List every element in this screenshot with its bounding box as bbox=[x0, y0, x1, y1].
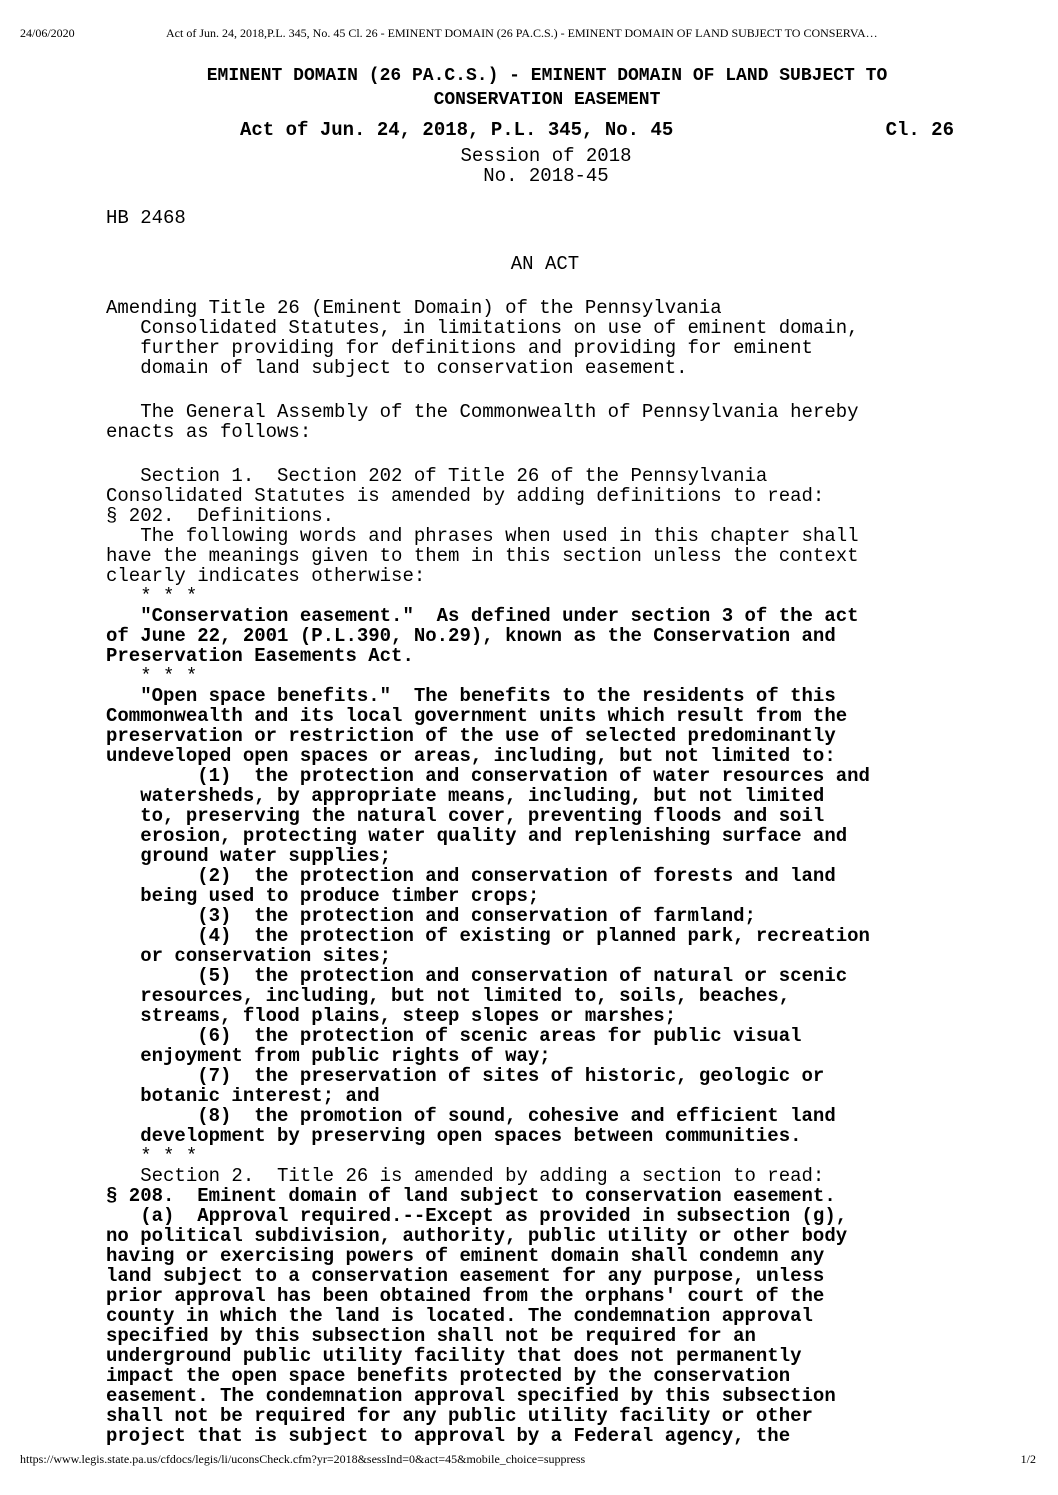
section-line: * * * bbox=[106, 585, 198, 607]
section-line: erosion, protecting water quality and replenishing surface and bbox=[106, 825, 848, 847]
act-citation bbox=[106, 114, 966, 146]
section-line: of June 22, 2001 (P.L.390, No.29), known as the Conservation and bbox=[106, 625, 836, 647]
section-line: * * * bbox=[106, 1145, 198, 1167]
section-line: ground water supplies; bbox=[106, 845, 392, 867]
section-line: clearly indicates otherwise: bbox=[106, 565, 426, 587]
section-line: (5) the protection and conservation of natural or scenic bbox=[106, 965, 848, 987]
print-header bbox=[20, 26, 1038, 44]
section-line: having or exercising powers of eminent domain shall condemn any bbox=[106, 1245, 825, 1267]
act-class: Cl. 26 bbox=[885, 119, 954, 141]
section-line: preservation or restriction of the use of selected predominantly bbox=[106, 725, 836, 747]
print-url: https://www.legis.state.pa.us/cfdocs/legis/li/uconsCheck.cfm?yr=2018&sessInd=0&act=45&mobile_choice=suppress bbox=[20, 1452, 586, 1466]
preamble-line: Amending Title 26 (Eminent Domain) of the Pennsylvania bbox=[106, 297, 722, 319]
section-line: Commonwealth and its local government units which result from the bbox=[106, 705, 848, 727]
section-line: shall not be required for any public utility facility or other bbox=[106, 1405, 813, 1427]
section-line: (6) the protection of scenic areas for public visual bbox=[106, 1025, 802, 1047]
enacting-clause-line: The General Assembly of the Commonwealth of Pennsylvania hereby bbox=[106, 401, 859, 423]
section-line: (a) Approval required.--Except as provided in subsection (g), bbox=[106, 1205, 848, 1227]
act-sections bbox=[106, 466, 966, 1446]
section-line: Consolidated Statutes is amended by adding definitions to read: bbox=[106, 485, 825, 507]
print-footer bbox=[20, 1452, 1036, 1470]
section-line: being used to produce timber crops; bbox=[106, 885, 540, 907]
section-line: Section 1. Section 202 of Title 26 of the Pennsylvania bbox=[106, 465, 768, 487]
an-act-heading: AN ACT bbox=[510, 253, 580, 275]
print-date: 24/06/2020 bbox=[20, 26, 75, 40]
section-line: no political subdivision, authority, public utility or other body bbox=[106, 1225, 848, 1247]
section-line: prior approval has been obtained from the orphans' court of the bbox=[106, 1285, 825, 1307]
section-line: enjoyment from public rights of way; bbox=[106, 1045, 551, 1067]
section-line: project that is subject to approval by a Federal agency, the bbox=[106, 1425, 791, 1447]
document-title-line-2: CONSERVATION EASEMENT bbox=[433, 90, 661, 110]
act-reference: Act of Jun. 24, 2018, P.L. 345, No. 45 bbox=[240, 119, 674, 141]
session-year: Session of 2018 bbox=[460, 145, 632, 167]
section-line: to, preserving the natural cover, preventing floods and soil bbox=[106, 805, 825, 827]
section-line: development by preserving open spaces between communities. bbox=[106, 1125, 802, 1147]
enacting-clause bbox=[106, 402, 966, 442]
section-line: (4) the protection of existing or planned park, recreation bbox=[106, 925, 870, 947]
document-body bbox=[106, 64, 966, 1446]
section-line: (2) the protection and conservation of forests and land bbox=[106, 865, 836, 887]
preamble-line: domain of land subject to conservation easement. bbox=[106, 357, 688, 379]
print-page-title: Act of Jun. 24, 2018,P.L. 345, No. 45 Cl. 26 - EMINENT DOMAIN (26 PA.C.S.) - EMINENT DOMAIN OF LAND SUBJECT TO CONSERVA… bbox=[166, 26, 878, 40]
section-line: "Conservation easement." As defined under section 3 of the act bbox=[106, 605, 859, 627]
section-line: (7) the preservation of sites of historic, geologic or bbox=[106, 1065, 825, 1087]
section-line: * * * bbox=[106, 665, 198, 687]
section-line: county in which the land is located. The condemnation approval bbox=[106, 1305, 813, 1327]
session-info bbox=[106, 146, 966, 186]
section-line: § 208. Eminent domain of land subject to conservation easement. bbox=[106, 1185, 836, 1207]
bill-number: HB 2468 bbox=[106, 207, 186, 229]
section-line: watersheds, by appropriate means, including, but not limited bbox=[106, 785, 825, 807]
section-line: Preservation Easements Act. bbox=[106, 645, 414, 667]
section-line: specified by this subsection shall not be required for an bbox=[106, 1325, 756, 1347]
document-title bbox=[106, 64, 966, 112]
section-line: undeveloped open spaces or areas, including, but not limited to: bbox=[106, 745, 836, 767]
section-line: (8) the promotion of sound, cohesive and efficient land bbox=[106, 1105, 836, 1127]
section-line: Section 2. Title 26 is amended by adding a section to read: bbox=[106, 1165, 825, 1187]
section-line: streams, flood plains, steep slopes or marshes; bbox=[106, 1005, 677, 1027]
section-line: botanic interest; and bbox=[106, 1085, 380, 1107]
section-line: resources, including, but not limited to, soils, beaches, bbox=[106, 985, 791, 1007]
preamble bbox=[106, 298, 966, 378]
section-line: or conservation sites; bbox=[106, 945, 392, 967]
enacting-clause-line: enacts as follows: bbox=[106, 421, 312, 443]
preamble-line: Consolidated Statutes, in limitations on use of eminent domain, bbox=[106, 317, 859, 339]
section-line: land subject to a conservation easement for any purpose, unless bbox=[106, 1265, 825, 1287]
section-line: impact the open space benefits protected by the conservation bbox=[106, 1365, 791, 1387]
section-line: § 202. Definitions. bbox=[106, 505, 335, 527]
section-line: "Open space benefits." The benefits to the residents of this bbox=[106, 685, 836, 707]
section-line: (1) the protection and conservation of water resources and bbox=[106, 765, 870, 787]
section-line: underground public utility facility that does not permanently bbox=[106, 1345, 802, 1367]
section-line: easement. The condemnation approval specified by this subsection bbox=[106, 1385, 836, 1407]
section-line: The following words and phrases when used in this chapter shall bbox=[106, 525, 859, 547]
session-number: No. 2018-45 bbox=[483, 165, 609, 187]
page-number: 1/2 bbox=[1020, 1452, 1036, 1466]
preamble-line: further providing for definitions and providing for eminent bbox=[106, 337, 813, 359]
document-title-line-1: EMINENT DOMAIN (26 PA.C.S.) - EMINENT DOMAIN OF LAND SUBJECT TO bbox=[206, 66, 888, 86]
section-line: have the meanings given to them in this section unless the context bbox=[106, 545, 859, 567]
section-line: (3) the protection and conservation of farmland; bbox=[106, 905, 756, 927]
